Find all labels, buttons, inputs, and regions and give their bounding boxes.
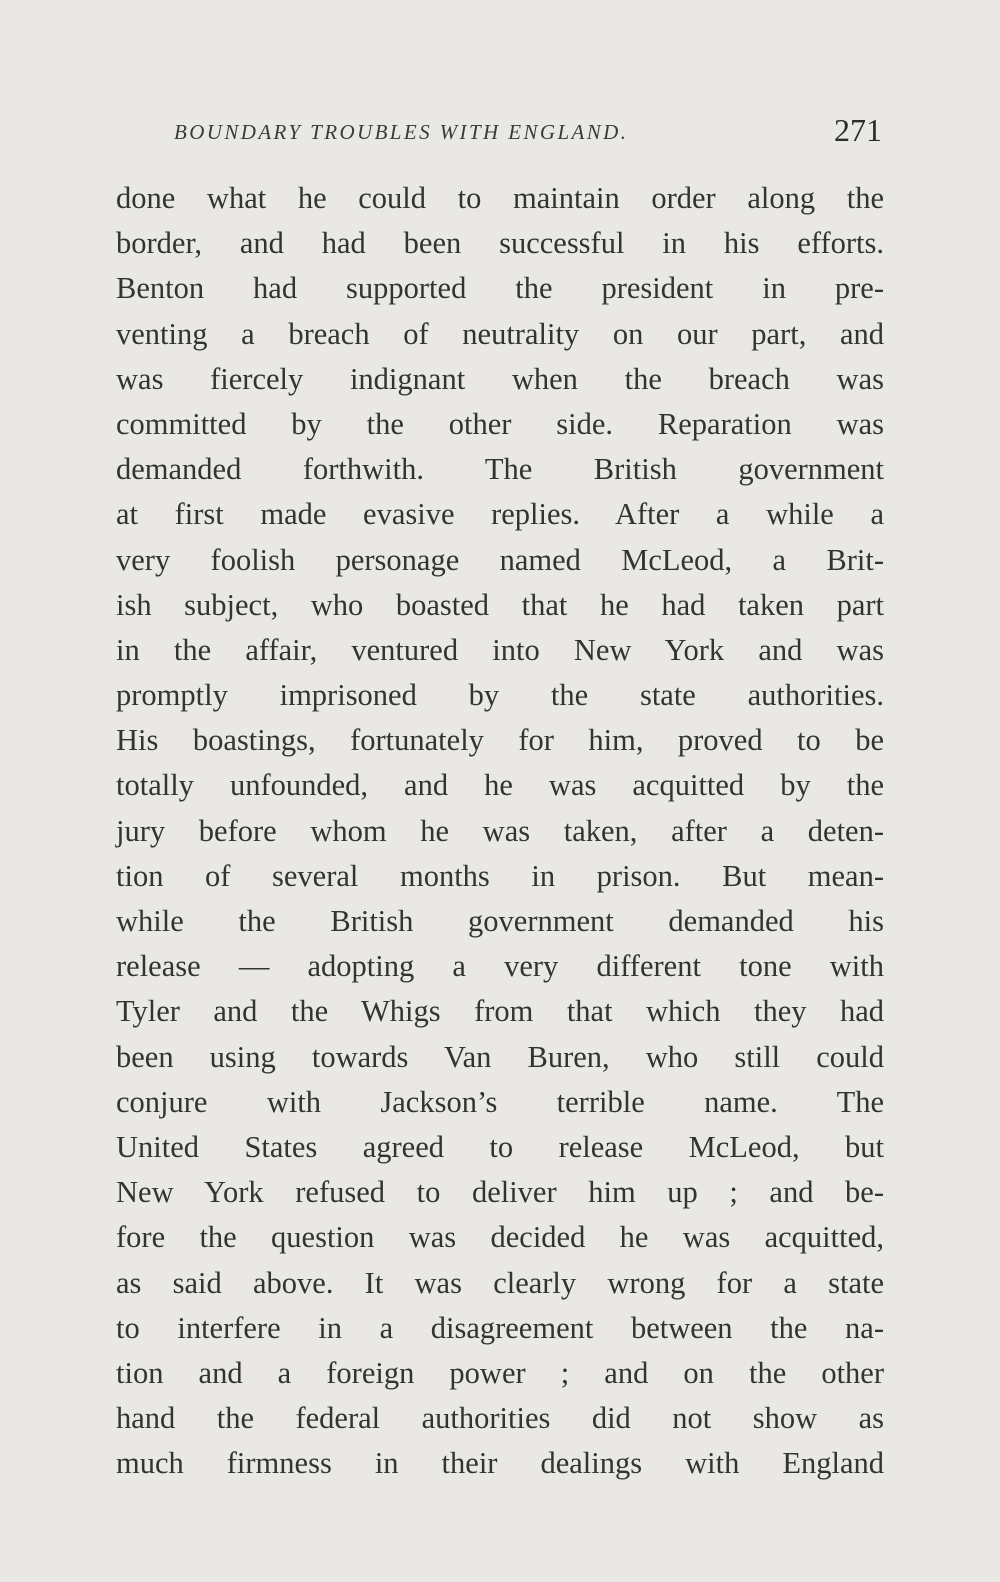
text-line: as said above. It was clearly wrong for a state — [116, 1265, 884, 1300]
running-title: BOUNDARY TROUBLES WITH ENGLAND. — [174, 120, 629, 144]
text-line: border, and had been successful in his efforts. — [116, 226, 884, 261]
text-line: conjure with Jackson’s terrible name. The — [116, 1084, 884, 1119]
text-line: very foolish personage named McLeod, a Brit- — [116, 542, 884, 577]
text-line: committed by the other side. Reparation was — [116, 406, 884, 441]
text-line: done what he could to maintain order along the — [116, 181, 884, 215]
text-line: been using towards Van Buren, who still could — [116, 1039, 884, 1074]
page-number: 271 — [834, 112, 882, 148]
text-line: Tyler and the Whigs from that which they had — [116, 994, 884, 1029]
text-line: to interfere in a disagreement between the na- — [116, 1310, 884, 1345]
text-line: release — adopting a very different tone with — [116, 949, 884, 984]
text-line: Benton had supported the president in pre- — [116, 271, 884, 306]
text-line: promptly imprisoned by the state authorities. — [116, 678, 884, 713]
running-head — [170, 112, 882, 156]
body-text — [116, 176, 884, 1486]
text-line: ish subject, who boasted that he had taken part — [116, 587, 884, 622]
text-line: His boastings, fortunately for him, proved to be — [116, 723, 884, 758]
text-line: at first made evasive replies. After a while a — [116, 497, 884, 532]
text-line: demanded forthwith. The British government — [116, 452, 884, 487]
text-line: in the affair, ventured into New York and was — [116, 632, 884, 667]
text-line: fore the question was decided he was acquitted, — [116, 1220, 884, 1255]
text-line: much firmness in their dealings with England — [116, 1446, 884, 1481]
text-line: jury before whom he was taken, after a deten- — [116, 813, 884, 848]
text-line: New York refused to deliver him up ; and be- — [116, 1175, 884, 1210]
text-line: totally unfounded, and he was acquitted by the — [116, 768, 884, 803]
text-line: was fiercely indignant when the breach was — [116, 361, 884, 396]
text-line: venting a breach of neutrality on our part, and — [116, 316, 884, 351]
text-line: while the British government demanded his — [116, 904, 884, 938]
text-line: tion and a foreign power ; and on the other — [116, 1355, 884, 1390]
text-line: hand the federal authorities did not show as — [116, 1401, 884, 1436]
text-line: tion of several months in prison. But mean- — [116, 858, 884, 893]
text-line: United States agreed to release McLeod, but — [116, 1129, 884, 1164]
